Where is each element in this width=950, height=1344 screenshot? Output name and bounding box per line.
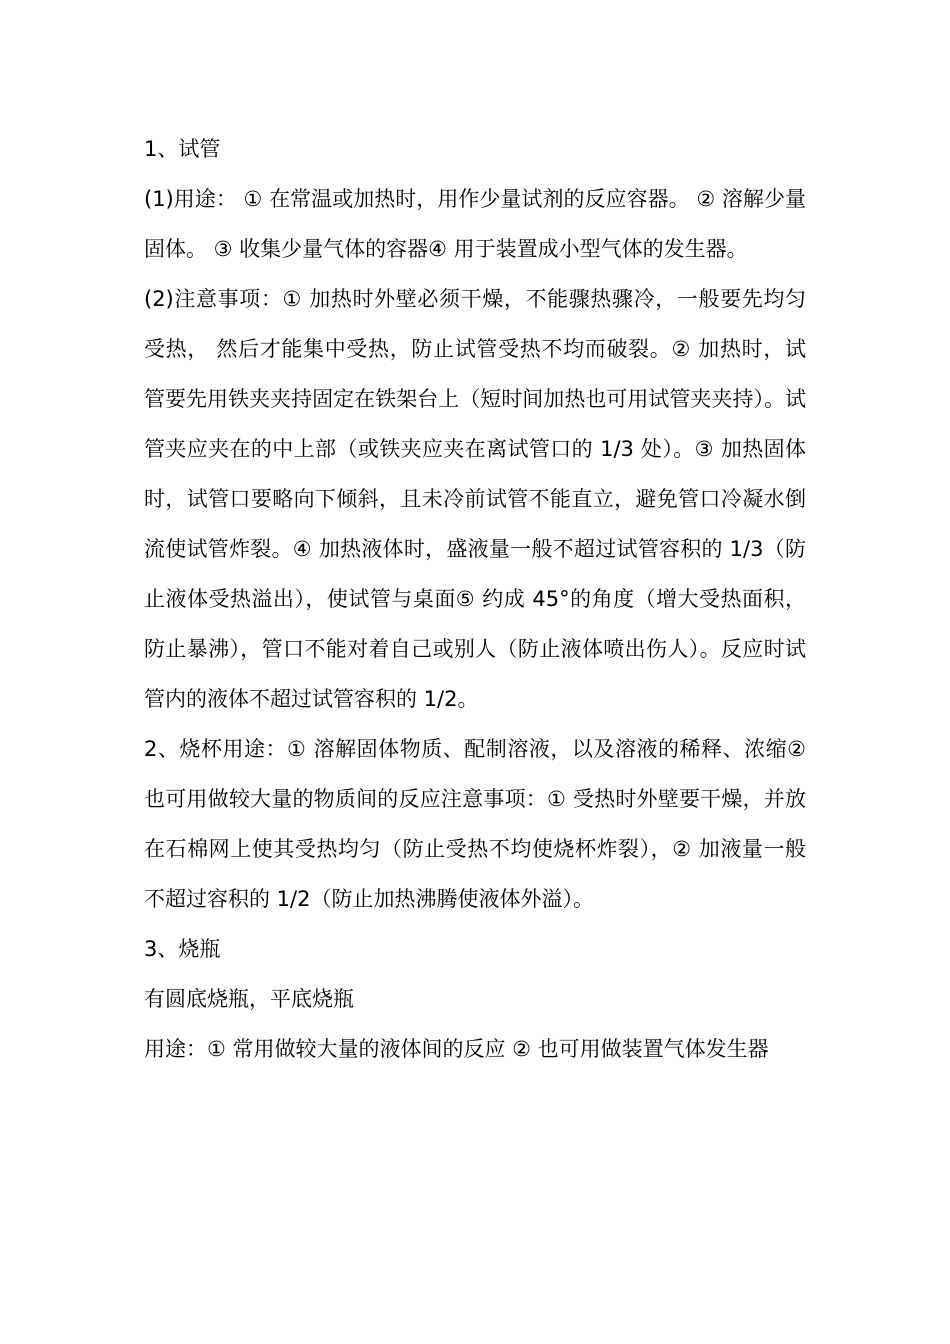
flask-types: 有圆底烧瓶，平底烧瓶 xyxy=(144,987,354,1011)
beaker-section: 2、烧杯用途：① 溶解固体物质、配制溶液，以及溶液的稀释、浓缩② 也可用做较大量的物质间的反应注意事项：① 受热时外壁要干燥，并放在石棉网上使其受热均匀（防止受热不均使烧杯炸裂），② 加液量一般不超过容积的 1/2（防止加热沸腾使液体外溢）。 xyxy=(144,737,806,911)
document-body xyxy=(144,124,806,1074)
flask-uses: 用途：① 常用做较大量的液体间的反应 ② 也可用做装置气体发生器 xyxy=(144,1037,769,1061)
heading-test-tube: 1、试管 xyxy=(144,137,221,161)
test-tube-precautions: (2)注意事项：① 加热时外壁必须干燥，不能骤热骤冷，一般要先均匀受热， 然后才能集中受热，防止试管受热不均而破裂。② 加热时，试管要先用铁夹夹持固定在铁架台上（短时间加热也可用试管夹夹持）。试管夹应夹在的中上部（或铁夹应夹在离试管口的 1/3 处）。③ 加热固体时，试管口要略向下倾斜，且未冷前试管不能直立，避免管口冷凝水倒流使试管炸裂。④ 加热液体时，盛液量一般不超过试管容积的 1/3（防止液体受热溢出），使试管与桌面⑤ 约成 45°的角度（增大受热面积，防止暴沸），管口不能对着自己或别人（防止液体喷出伤人）。反应时试管内的液体不超过试管容积的 1/2。 xyxy=(144,287,806,711)
test-tube-uses: (1)用途： ① 在常温或加热时，用作少量试剂的反应容器。 ② 溶解少量固体。 ③ 收集少量气体的容器④ 用于装置成小型气体的发生器。 xyxy=(144,187,806,261)
heading-flask: 3、烧瓶 xyxy=(144,937,221,961)
